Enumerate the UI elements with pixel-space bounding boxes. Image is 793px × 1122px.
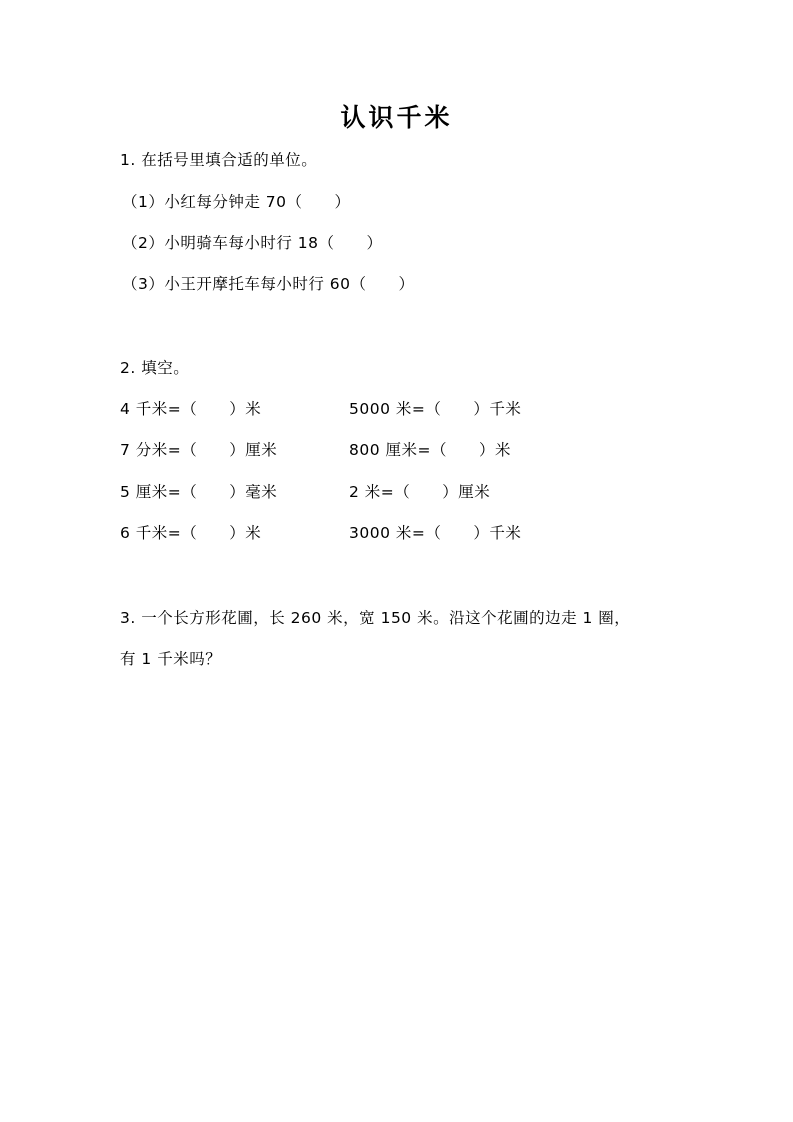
fill-blank-left: 4 千米=（ ）米	[120, 400, 262, 418]
fill-blank-right: 5000 米=（ ）千米	[349, 400, 522, 418]
section1-heading: 1. 在括号里填合适的单位。	[120, 151, 318, 169]
section1-item: （1）小红每分钟走 70（ ）	[122, 193, 351, 211]
fill-blank-left: 7 分米=（ ）厘米	[120, 441, 278, 459]
fill-blank-right: 3000 米=（ ）千米	[349, 524, 522, 542]
page-title: 认识千米	[340, 103, 453, 132]
fill-blank-right: 2 米=（ ）厘米	[349, 483, 491, 501]
fill-blank-left: 5 厘米=（ ）毫米	[120, 483, 278, 501]
fill-blank-left: 6 千米=（ ）米	[120, 524, 262, 542]
section3-question-cont: 有 1 千米吗？	[120, 650, 222, 668]
section3-question: 3. 一个长方形花圃，长 260 米，宽 150 米。沿这个花圃的边走 1 圈，	[120, 609, 631, 627]
fill-blank-right: 800 厘米=（ ）米	[349, 441, 511, 459]
section1-item: （3）小王开摩托车每小时行 60（ ）	[122, 275, 415, 293]
section1-item: （2）小明骑车每小时行 18（ ）	[122, 234, 383, 252]
section2-heading: 2. 填空。	[120, 359, 190, 377]
